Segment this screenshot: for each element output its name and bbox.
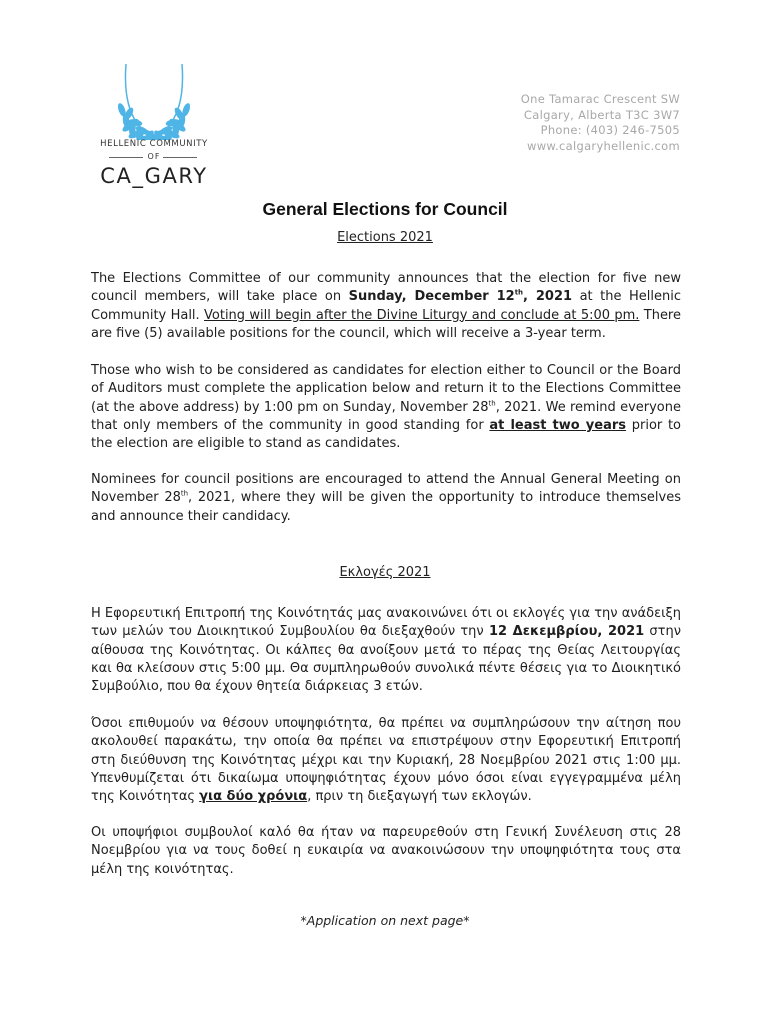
english-paragraph-1: The Elections Committee of our community announces that the election for five new council members, will take place on Sunday, December 12th, 2021 at the Hellenic Community Hall. Voting will begin after the Divine Liturgy and conclude at 5:00 pm. There are five (5) available positions for the council, which will receive a 3-year term.: [91, 271, 681, 341]
greek-paragraph-2: Όσοι επιθυμούν να θέσουν υποψηφιότητα, θα πρέπει να συμπληρώσουν την αίτηση που ακολουθεί παρακάτω, την οποία θα πρέπει να επιστρέψουν στην Εφορευτική Επιτροπή στη διεύθυνση της Κοινότητας μέχρι και την Κυριακή, 28 Νοεμβρίου 2021 στις 1:00 μμ. Υπενθυμίζεται ότι δικαίωμα υποψηφιότητας έχουν μόνο όσοι είναι εγγεγραμμένα μέλη της Κοινότητας για δύο χρόνια, πριν τη διεξαγωγή των εκλογών.: [91, 716, 681, 805]
page-title: General Elections for Council: [262, 199, 508, 219]
english-subtitle: Elections 2021: [337, 230, 433, 245]
community-logo: [92, 56, 216, 190]
address-line: One Tamarac Crescent SW: [520, 92, 680, 106]
website-line: www.calgaryhellenic.com: [526, 138, 680, 153]
logo-line-2: OF: [147, 152, 161, 161]
phone-line: Phone: (403) 246-7505: [540, 123, 680, 138]
application-note: *Application on next page*: [300, 913, 470, 928]
address-line: Calgary, Alberta T3C 3W7: [523, 107, 680, 122]
greek-paragraph-3: Οι υποψήφιοι συμβουλοί καλό θα ήταν να παρευρεθούν στη Γενική Συνέλευση στις 28 Νοεμβρίου για να τους δοθεί η ευκαιρία να ανακοινώσουν την υποψηφιότητα τους στα μέλη της κοινότητας.: [91, 825, 681, 877]
greek-paragraph-1: Η Εφορευτική Επιτροπή της Κοινότητάς μας ανακοινώνει ότι οι εκλογές για την ανάδειξη των μελών του Διοικητικού Συμβουλίου θα διεξαχθούν την 12 Δεκεμβρίου, 2021 στην αίθουσα της Κοινότητας. Οι κάλπες θα ανοίξουν μετά το πέρας της Θείας Λειτουργίας και θα κλείσουν στις 5:00 μμ. Θα συμπληρωθούν συνολικά πέντε θέσεις για το Διοικητικό Συμβούλιο, που θα έχουν θητεία διάρκειας 3 ετών.: [91, 606, 681, 695]
logo-line-3: CA_GARY: [100, 164, 208, 188]
greek-subtitle: Εκλογές 2021: [339, 565, 431, 580]
laurel-wreath-icon: [92, 56, 216, 140]
address-block: [521, 92, 680, 154]
english-paragraph-2: Those who wish to be considered as candidates for election either to Council or the Board of Auditors must complete the application below and return it to the Elections Committee (at the above address) by 1:00 pm on Sunday, November 28th, 2021. We remind everyone that only members of the community in good standing for at least two years prior to the election are eligible to stand as candidates.: [91, 363, 681, 452]
logo-line-1: HELLENIC COMMUNITY: [100, 139, 208, 149]
english-paragraph-3: Nominees for council positions are encouraged to attend the Annual General Meeting on November 28th, 2021, where they will be given the opportunity to introduce themselves and announce their candidacy.: [91, 472, 681, 524]
